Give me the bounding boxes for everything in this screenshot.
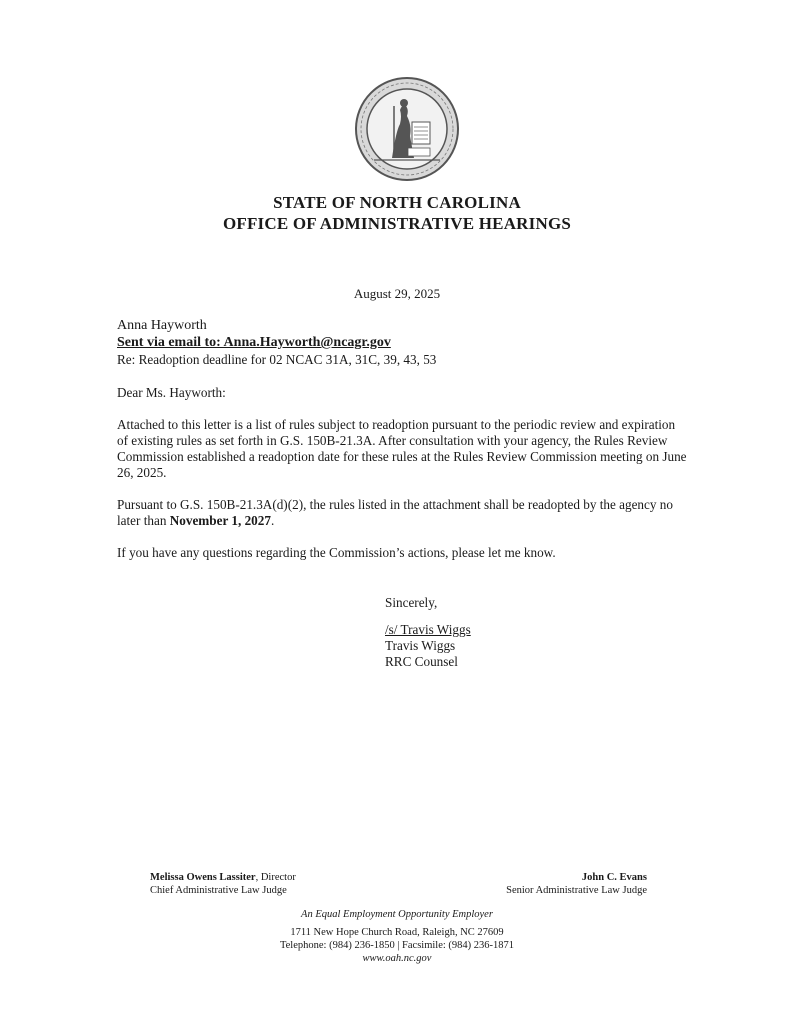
senior-judge-name: John C. Evans bbox=[581, 872, 647, 883]
sent-via-email[interactable]: Sent via email to: Anna.Hayworth@ncagr.gov bbox=[117, 335, 391, 350]
signer-name: Travis Wiggs bbox=[385, 638, 456, 653]
electronic-signature: /s/ Travis Wiggs bbox=[385, 622, 471, 637]
director-title: Chief Administrative Law Judge bbox=[150, 885, 287, 896]
body-paragraph-1: Attached to this letter is a list of rules subject to readoption pursuant to the periodic review and expiration of existing rules as set forth in G.S. 150B-21.3A. After consultation with your agency, the Rules Review Commission established a readoption date for these rules at the Rules Review Commission meeting on June 26, 2025. bbox=[117, 417, 687, 480]
letterhead-office: OFFICE OF ADMINISTRATIVE HEARINGS bbox=[222, 214, 572, 233]
signer-title: RRC Counsel bbox=[385, 654, 458, 669]
director-name: Melissa Owens Lassiter bbox=[150, 872, 256, 883]
state-seal-logo bbox=[354, 76, 460, 182]
deadline-date: November 1, 2027 bbox=[169, 513, 271, 528]
office-website[interactable]: www.oah.nc.gov bbox=[362, 953, 432, 964]
body-paragraph-3: If you have any questions regarding the Commission’s actions, please let me know. bbox=[117, 545, 556, 560]
para2-end: . bbox=[270, 513, 275, 528]
letter-date: August 29, 2025 bbox=[353, 286, 441, 301]
closing: Sincerely, bbox=[385, 595, 438, 610]
office-phone: Telephone: (984) 236-1850 | Facsimile: (984) 236-1871 bbox=[279, 940, 515, 951]
footer-right bbox=[506, 871, 647, 897]
subject-line: Re: Readoption deadline for 02 NCAC 31A, 31C, 39, 43, 53 bbox=[117, 352, 437, 367]
office-address: 1711 New Hope Church Road, Raleigh, NC 27609 bbox=[290, 927, 504, 938]
eeo-statement: An Equal Employment Opportunity Employer bbox=[301, 909, 493, 920]
footer-left bbox=[150, 871, 296, 897]
para2-text: Pursuant to G.S. 150B-21.3A(d)(2), the rules listed in the attachment shall be readopted by the agency no later than bbox=[117, 497, 673, 528]
letterhead-state: STATE OF NORTH CAROLINA bbox=[273, 193, 521, 212]
salutation: Dear Ms. Hayworth: bbox=[117, 385, 226, 400]
body-paragraph-2 bbox=[117, 497, 687, 529]
recipient-name: Anna Hayworth bbox=[117, 318, 207, 333]
director-role: , Director bbox=[255, 872, 296, 883]
senior-judge-title: Senior Administrative Law Judge bbox=[506, 885, 647, 896]
